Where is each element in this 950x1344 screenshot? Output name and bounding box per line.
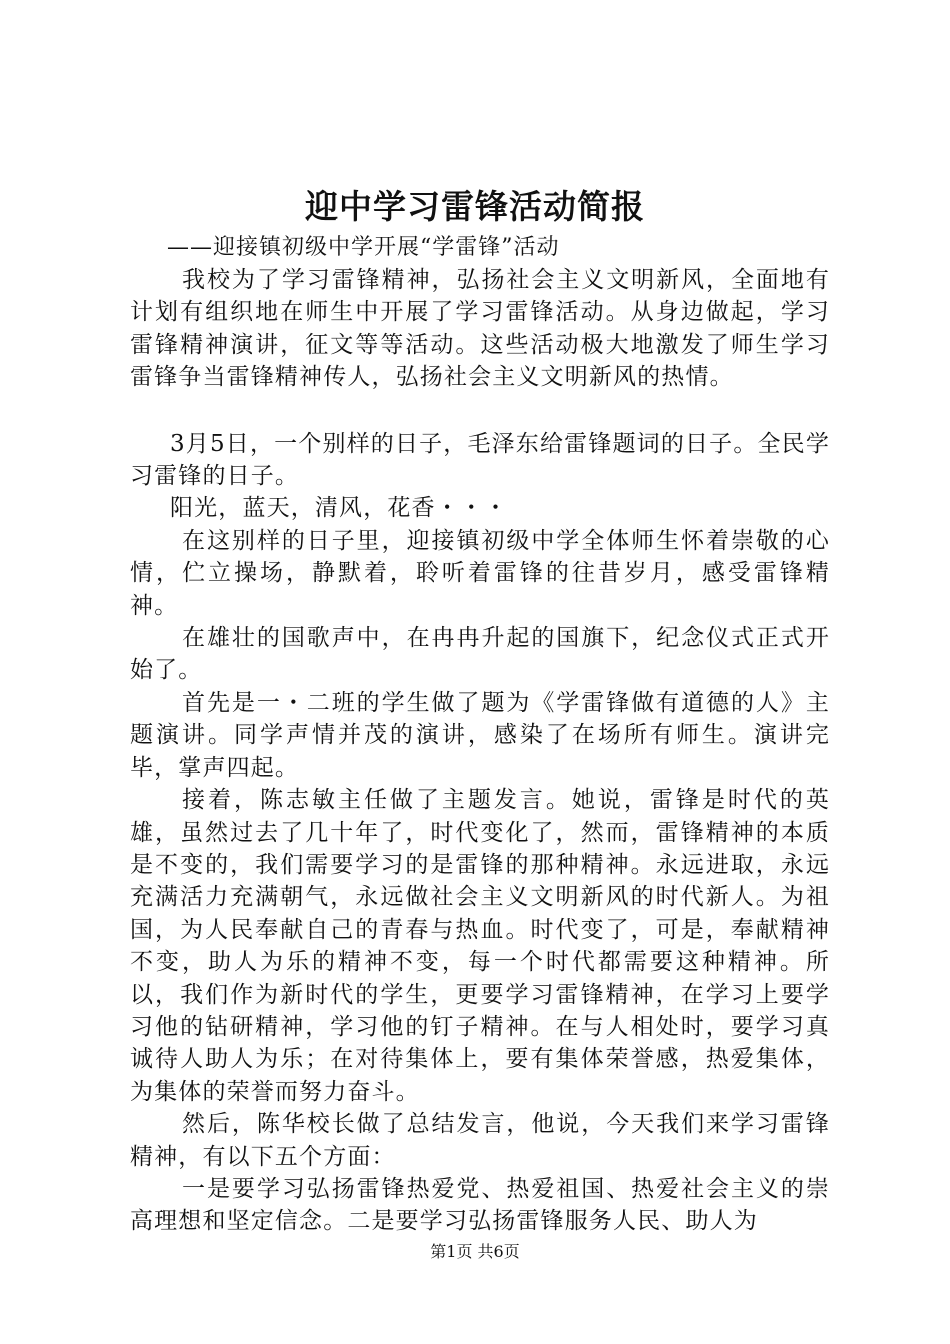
paragraph-director-speech: 接着，陈志敏主任做了主题发言。她说，雷锋是时代的英雄，虽然过去了几十年了，时代变化了，然而，雷锋精神的本质是不变的，我们需要学习的是雷锋的那种精神。永远进取，永远充满活力充满朝气，永远做社会主义文明新风的时代新人。为祖国，为人民奉献自己的青春与热血。时代变了，可是，奉献精神不变，助人为乐的精神不变，每一个时代都需要这种精神。所以，我们作为新时代的学生，更要学习雷锋精神，在学习上要学习他的钻研精神，学习他的钉子精神。在与人相处时，要学习真诚待人助人为乐；在对待集体上，要有集体荣誉感，热爱集体，为集体的荣誉而努力奋斗。 xyxy=(130,787,830,1105)
paragraph-student-speech: 首先是一・二班的学生做了题为《学雷锋做有道德的人》主题演讲。同学声情并茂的演讲，感染了在场所有师生。演讲完毕，掌声四起。 xyxy=(130,689,830,781)
document-title: 迎中学习雷锋活动简报 xyxy=(305,187,645,226)
paragraph-five-aspects: 一是要学习弘扬雷锋热爱党、热爱祖国、热爱社会主义的崇高理想和坚定信念。二是要学习弘扬雷锋服务人民、助人为 xyxy=(130,1175,830,1235)
paragraph-spacer xyxy=(130,394,830,428)
document-subtitle: ——迎接镇初级中学开展“学雷锋”活动 xyxy=(167,235,560,260)
paragraph-assembly: 在这别样的日子里，迎接镇初级中学全体师生怀着崇敬的心情，伫立操场，静默着，聆听着雷锋的往昔岁月，感受雷锋精神。 xyxy=(130,527,830,619)
paragraph-intro: 我校为了学习雷锋精神，弘扬社会主义文明新风，全面地有计划有组织地在师生中开展了学习雷锋活动。从身边做起，学习雷锋精神演讲，征文等等活动。这些活动极大地激发了师生学习雷锋争当雷锋精神传人，弘扬社会主义文明新风的热情。 xyxy=(130,267,830,391)
paragraph-scenery: 阳光，蓝天，清风，花香・・・ xyxy=(170,495,509,522)
paragraph-march-fifth: 3月5日，一个别样的日子，毛泽东给雷锋题词的日子。全民学习雷锋的日子。 xyxy=(130,430,830,490)
paragraph-flag-ceremony: 在雄壮的国歌声中，在冉冉升起的国旗下，纪念仪式正式开始了。 xyxy=(130,625,830,684)
page-number: 第1页 共6页 xyxy=(430,1242,520,1261)
paragraph-principal-summary: 然后，陈华校长做了总结发言，他说，今天我们来学习雷锋精神，有以下五个方面： xyxy=(130,1111,830,1170)
document-body xyxy=(130,264,830,1238)
